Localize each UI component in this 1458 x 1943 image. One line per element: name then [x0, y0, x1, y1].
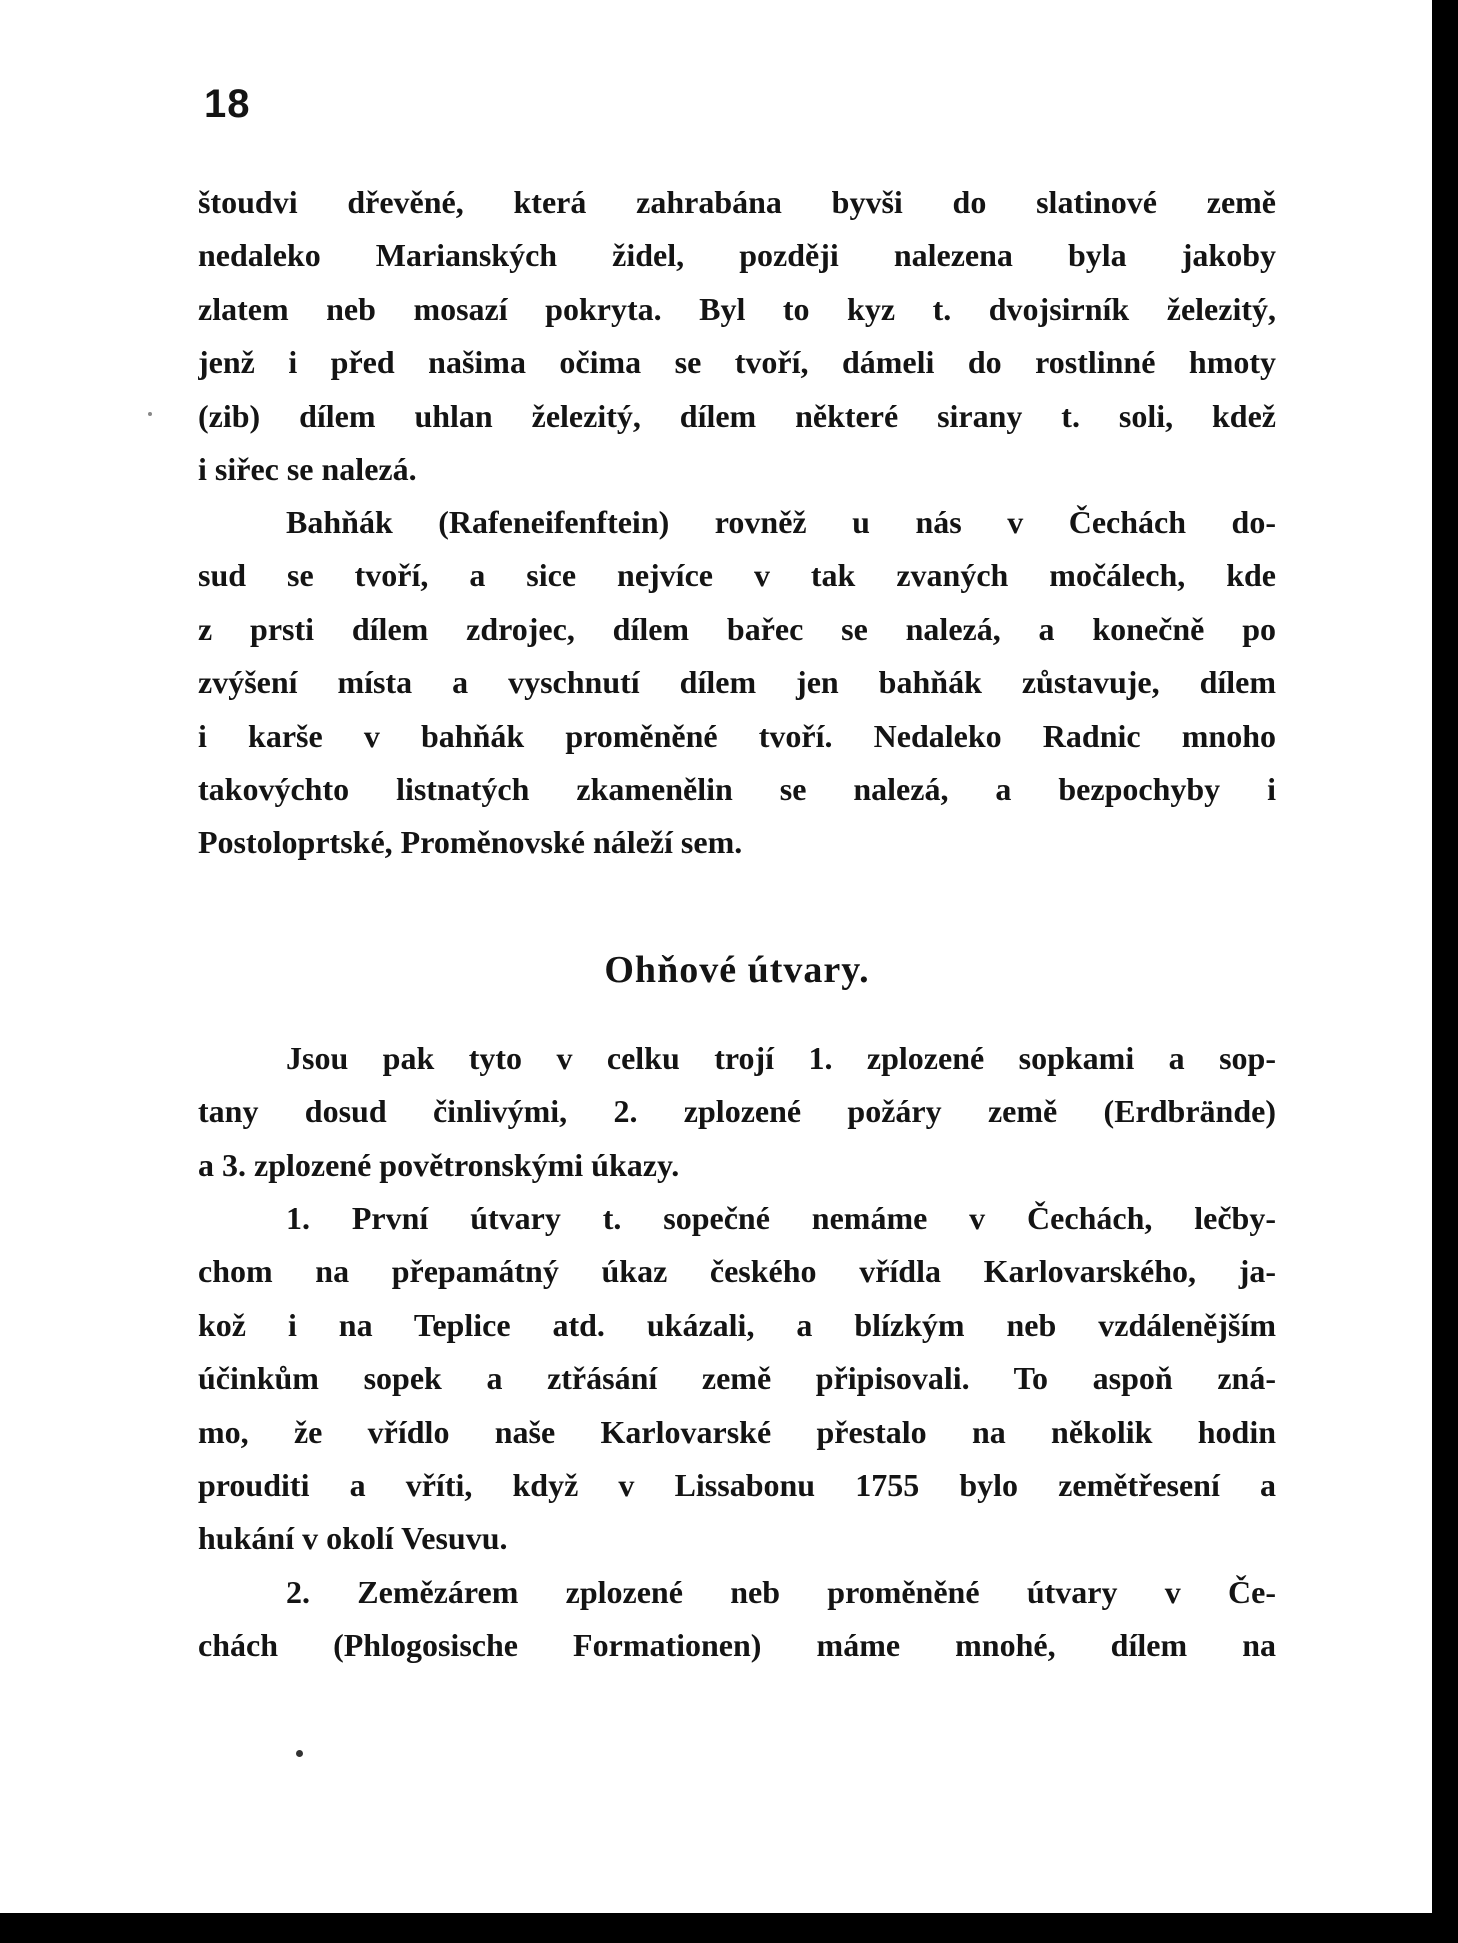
paragraph-3 — [198, 1032, 1276, 1192]
text-line: a 3. zplozené povětronskými úkazy. — [198, 1146, 680, 1183]
text-line: hukání v okolí Vesuvu. — [198, 1520, 508, 1557]
text-line: (zib) dílem uhlan železitý, dílem některé sirany t. soli, kdež — [198, 397, 1276, 434]
text-line: kož i na Teplice atd. ukázali, a blízkým neb vzdálenějším — [198, 1306, 1276, 1343]
text-line: účinkům sopek a ztřásání země připisovali. To aspoň zná- — [198, 1360, 1276, 1397]
text-line: nedaleko Marianských židel, později nalezena byla jakoby — [198, 237, 1276, 274]
section-heading: Ohňové útvary. — [604, 949, 870, 991]
text-line: 1. První útvary t. sopečné nemáme v Čechách, lečby- — [286, 1200, 1276, 1236]
ink-speck — [296, 1750, 303, 1757]
paragraph-5 — [198, 1566, 1276, 1673]
text-line: tany dosud činlivými, 2. zplozené požáry země (Erdbrände) — [198, 1093, 1276, 1130]
page-number: 18 — [204, 82, 251, 126]
text-line: 2. Zemězárem zplozené neb proměněné útvary v Če- — [286, 1574, 1276, 1610]
text-line: zlatem neb mosazí pokryta. Byl to kyz t. dvojsirník železitý, — [198, 290, 1276, 327]
text-line: takovýchto listnatých zkamenělin se nalezá, a bezpochyby i — [198, 770, 1276, 807]
scan-border-bottom — [0, 1913, 1458, 1943]
text-line: chách (Phlogosische Formationen) máme mnohé, dílem na — [198, 1627, 1276, 1664]
text-line: štoudvi dřevěné, která zahrabána byvši do slatinové země — [198, 184, 1276, 220]
text-line: mo, že vřídlo naše Karlovarské přestalo na několik hodin — [198, 1413, 1276, 1450]
paragraph-1 — [198, 176, 1276, 496]
text-line: z prsti dílem zdrojec, dílem bařec se nalezá, a konečně po — [198, 610, 1276, 647]
text-line: Postoloprtské, Proměnovské náleží sem. — [198, 824, 743, 861]
scan-border-right — [1432, 0, 1458, 1943]
text-line: zvýšení místa a vyschnutí dílem jen bahňák zůstavuje, dílem — [198, 664, 1276, 701]
text-line: sud se tvoří, a sice nejvíce v tak zvaných močálech, kde — [198, 557, 1276, 594]
text-line: Jsou pak tyto v celku trojí 1. zplozené sopkami a sop- — [286, 1040, 1276, 1076]
paragraph-2 — [198, 496, 1276, 870]
text-line: Bahňák (Rafeneifenftein) rovněž u nás v Čechách do- — [286, 504, 1276, 540]
text-line: i karše v bahňák proměněné tvoří. Nedaleko Radnic mnoho — [198, 717, 1276, 754]
text-line: chom na přepamátný úkaz českého vřídla Karlovarského, ja- — [198, 1253, 1276, 1290]
text-line: jenž i před našima očima se tvoří, dámeli do rostlinné hmoty — [198, 344, 1276, 381]
text-line: i siřec se nalezá. — [198, 450, 417, 487]
ink-speck — [148, 412, 152, 416]
paragraph-4 — [198, 1192, 1276, 1566]
text-line: prouditi a vříti, když v Lissabonu 1755 bylo zemětřesení a — [198, 1466, 1276, 1503]
